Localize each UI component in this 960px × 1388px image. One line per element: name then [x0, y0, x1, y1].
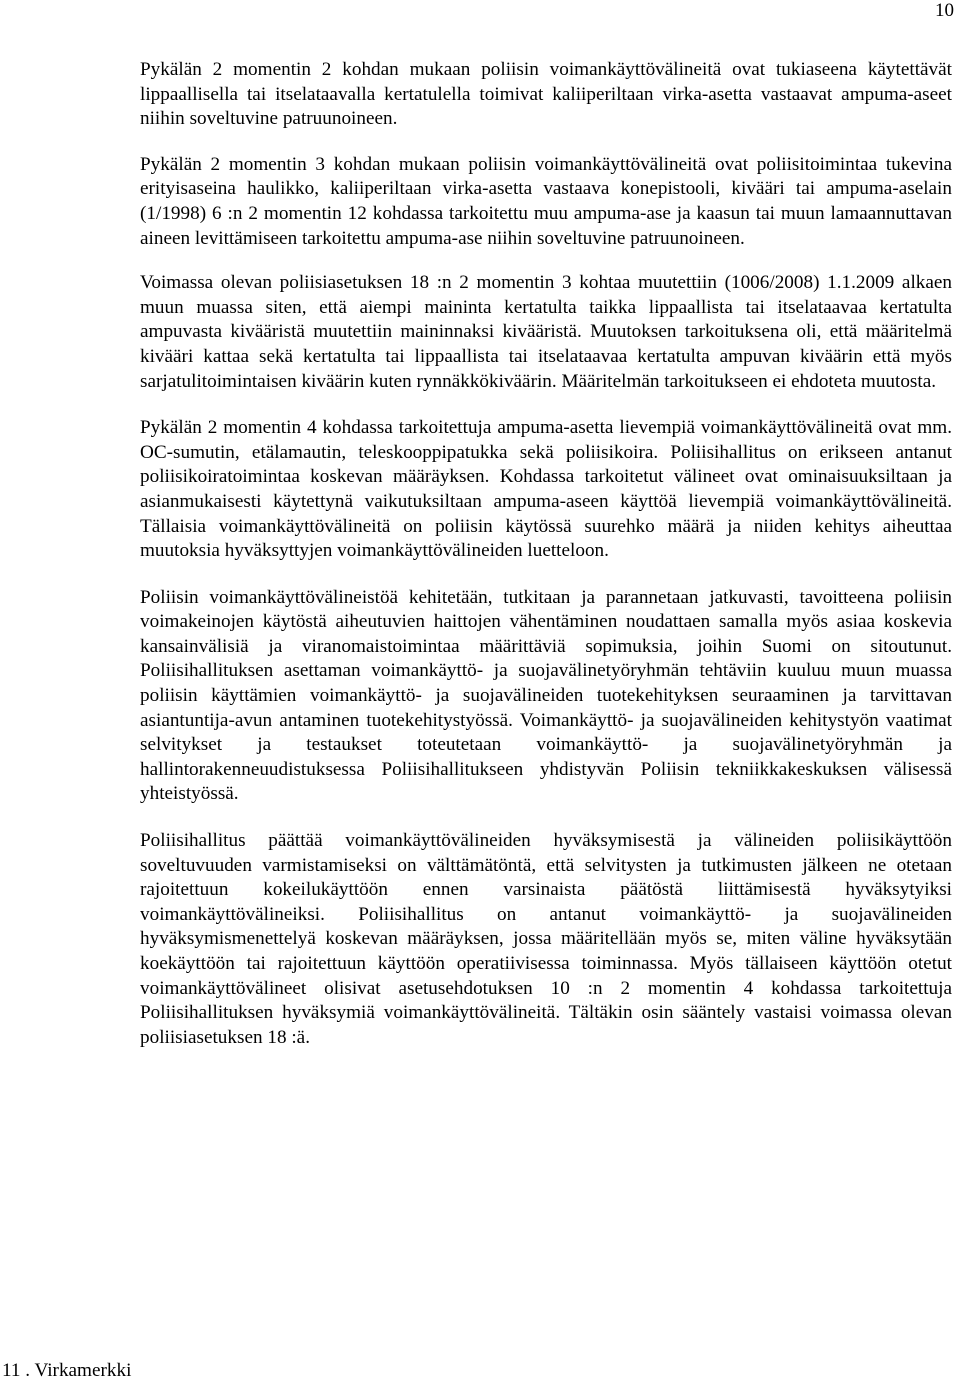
- paragraph: Pykälän 2 momentin 2 kohdan mukaan poliisin voimankäyttövälineitä ovat tukiaseena käytettävät lippaallisella tai itselataavalla kertatulella toimivat kaliiperiltaan virka-asetta vastaavat ampuma-aseet niihin soveltuvine patruunoineen.: [140, 59, 952, 130]
- paragraph: Voimassa olevan poliisiasetuksen 18 :n 2 momentin 3 kohtaa muutettiin (1006/2008) 1.1.2009 alkaen muun muassa siten, että aiempi maininta kertatulta taikka lippaallista tai itselataavaa kertatulta ampuvasta kivääristä muutettiin maininnaksi kivääristä. Muutoksen tarkoituksena oli, että määritelmä kivääri kattaa sekä kertatulta tai lippaallista tai itselataavaa kertatulta ampuvan kiväärin että myös sarjatulitoimintaisen kiväärin kuten rynnäkkökiväärin. Määritelmän tarkoitukseen ei ehdoteta muutosta.: [140, 272, 952, 392]
- paragraph: Poliisihallitus päättää voimankäyttövälineiden hyväksymisestä ja välineiden poliisikäyttöön soveltuvuuden varmistamiseksi on välttämätöntä, että selvitysten ja tutkimusten jälkeen ne otetaan rajoitettuun kokeilukäyttöön ennen varsinaista päätöstä liittämisestä hyväksytyiksi voimankäyttövälineiksi. Poliisihallitus on antanut voimankäyttö- ja suojavälineiden hyväksymismenettelyä koskevan määräyksen, jossa määritellään myös se, miten väline hyväksytään koekäyttöön tai rajoitettuun käyttöön operatiivisessa toiminnassa. Myös tällaiseen käyttöön otetut voimankäyttövälineet olisivat asetusehdotuksen 10 :n 2 momentin 4 kohdassa tarkoitettuja Poliisihallituksen hyväksymiä voimankäyttövälineitä. Tältäkin osin sääntely vastaisi voimassa olevan poliisiasetuksen 18 :ä.: [140, 830, 952, 1048]
- section-heading: 11 . Virkamerkki: [2, 1360, 132, 1381]
- paragraph: Poliisin voimankäyttövälineistöä kehitetään, tutkitaan ja parannetaan jatkuvasti, tavoitteena poliisin voimakeinojen käytöstä aiheutuvien haittojen vähentäminen noudattaen samalla myös asiaa koskevia kansainvälisiä ja viranomaistoimintaa määrittäviä sopimuksia, joihin Suomi on sitoutunut. Poliisihallituksen asettaman voimankäyttö- ja suojavälinetyöryhmän tehtäviin kuuluu muun muassa poliisin käyttämien voimankäyttö- ja suojavälineiden tuotekehityksen seuraaminen ja tarvittavan asiantuntija-avun antaminen tuotekehitystyössä. Voimankäyttö- ja suojavälineiden kehitystyön vaatimat selvitykset ja testaukset toteutetaan voimankäyttö- ja suojavälinetyöryhmän ja hallintorakenneuudistuksessa Poliisihallitukseen yhdistyvän Poliisin tekniikkakeskuksen välisessä yhteistyössä.: [140, 586, 952, 805]
- paragraph: Pykälän 2 momentin 4 kohdassa tarkoitettuja ampuma-asetta lievempiä voimankäyttövälineitä ovat mm. OC-sumutin, etälamautin, teleskooppipatukka sekä poliisikoira. Poliisihallitus on erikseen antanut poliisikoiratoimintaa koskevan määräyksen. Kohdassa tarkoitetut välineet ovat ominaisuuksiltaan ja asianmukaisesti käytettynä vaikutuksiltaan ampuma-aseen käyttöä lievempiä voimankäyttövälineitä. Tällaisia voimankäyttövälineitä on poliisin käytössä suurehko määrä ja niiden kehitys aiheuttaa muutoksia hyväksyttyjen voimankäyttövälineiden luetteloon.: [140, 417, 952, 562]
- page-number: 10: [935, 0, 954, 21]
- paragraph: Pykälän 2 momentin 3 kohdan mukaan poliisin voimankäyttövälineitä ovat poliisitoimintaa tukevina erityisaseina haulikko, kaliiperiltaan virka-asetta vastaava konepistooli, kivääri tai ampuma-aselain (1/1998) 6 :n 2 momentin 12 kohdassa tarkoitettu muu ampuma-ase ja kaasun tai muun lamaannuttavan aineen levittämiseen tarkoitettu ampuma-ase niihin soveltuvine patruunoineen.: [140, 153, 952, 249]
- document-body: [140, 58, 952, 1075]
